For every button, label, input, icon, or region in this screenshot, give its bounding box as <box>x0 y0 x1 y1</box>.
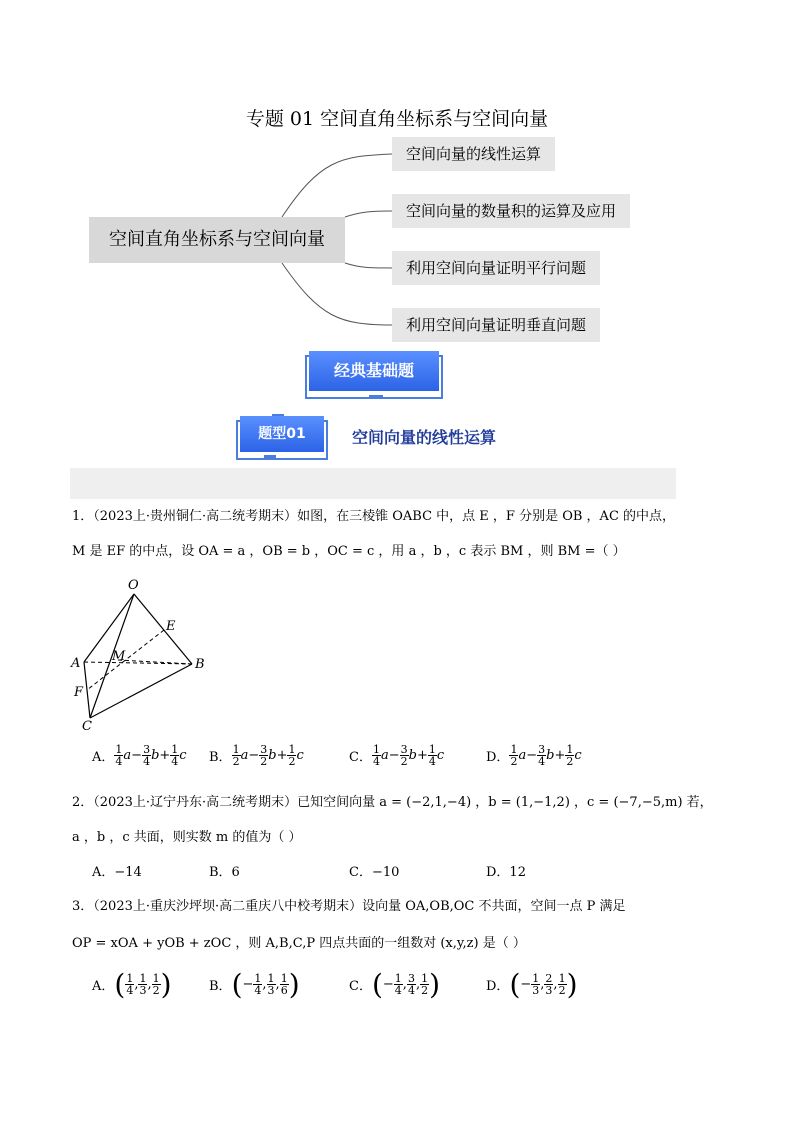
frac: $\frac{1}{3}$ <box>532 972 540 997</box>
q3-line1: 3．（2023上·重庆沙坪坝·高二重庆八中校考期末）设向量 OA,OB,OC 不共面，空间一点 P 满足 <box>72 899 626 914</box>
q1-options <box>92 744 692 776</box>
type-title: 空间向量的线性运算 <box>352 428 497 447</box>
frac: $\frac{1}{3}$ <box>139 972 147 997</box>
frac: $\frac{1}{2}$ <box>152 972 160 997</box>
section-badge <box>305 351 443 399</box>
label-e: E <box>166 619 176 634</box>
frac: $\frac{2}{3}$ <box>545 972 553 997</box>
frac: $\frac{1}{4}$ <box>254 972 262 997</box>
type-badge <box>236 414 328 458</box>
q2-option-b: B．6 <box>209 865 240 880</box>
q3-option-d: D．(− $\frac{1}{3}$ , $\frac{2}{3}$ , $\frac{1}{2}$ ) <box>486 968 578 1001</box>
frac: $\frac{3}{4}$ <box>538 743 546 768</box>
frac: $\frac{3}{2}$ <box>260 743 268 768</box>
q2-option-c: C．−10 <box>349 865 400 880</box>
q1-option-c: C． $\frac{1}{4}$ a− $\frac{3}{2}$ b+ $\frac{1}{4}$ c <box>349 743 445 768</box>
q1-option-a: A． $\frac{1}{4}$ a− $\frac{3}{4}$ b+ $\frac{1}{4}$ c <box>92 743 187 768</box>
mindmap-center: 空间直角坐标系与空间向量 <box>89 217 345 263</box>
q2-line2: a ，b ，c 共面，则实数 m 的值为（ ） <box>72 830 302 845</box>
q2-option-a: A．−14 <box>92 865 142 880</box>
q1-line2: M 是 EF 的中点，设 OA = a ，OB = b ，OC = c ，用 a ，b ，c 表示 BM ，则 BM =（ ） <box>72 544 626 559</box>
frac: $\frac{1}{2}$ <box>232 743 240 768</box>
frac: $\frac{3}{4}$ <box>143 743 151 768</box>
frac: $\frac{1}{4}$ <box>126 972 134 997</box>
mindmap-connectors <box>0 0 794 360</box>
mindmap-branch-2: 空间向量的数量积的运算及应用 <box>392 194 630 228</box>
q3-option-a: A．( $\frac{1}{4}$ , $\frac{1}{3}$ , $\frac{1}{2}$ ) <box>92 968 172 1001</box>
frac: $\frac{3}{4}$ <box>407 972 415 997</box>
frac: $\frac{1}{4}$ <box>394 972 402 997</box>
frac: $\frac{1}{4}$ <box>171 743 179 768</box>
q1-option-b: B． $\frac{1}{2}$ a− $\frac{3}{2}$ b+ $\frac{1}{2}$ c <box>209 743 304 768</box>
divider-bar <box>70 468 676 499</box>
q3-line2: OP = xOA + yOB + zOC ，则 A,B,C,P 四点共面的一组数对 (x,y,z) 是（ ） <box>72 936 526 951</box>
q2-option-d: D．12 <box>486 865 526 880</box>
frac: $\frac{1}{4}$ <box>115 743 123 768</box>
label-m: M <box>112 649 126 664</box>
frac: $\frac{1}{2}$ <box>421 972 429 997</box>
page-title: 专题 01 空间直角坐标系与空间向量 <box>245 108 549 130</box>
frac: $\frac{1}{4}$ <box>372 743 380 768</box>
frac: $\frac{1}{2}$ <box>558 972 566 997</box>
label-c: C <box>82 719 92 734</box>
frac: $\frac{1}{2}$ <box>288 743 296 768</box>
q2-line1: 2．（2023上·辽宁丹东·高二统考期末）已知空间向量 a = (−2,1,−4) ，b = (1,−1,2) ，c = (−7,−5,m) 若， <box>72 795 713 810</box>
label-b: B <box>195 657 205 672</box>
label-o: O <box>128 578 139 593</box>
section-badge-label: 经典基础题 <box>309 351 439 391</box>
frac: $\frac{1}{4}$ <box>428 743 436 768</box>
frac: $\frac{1}{2}$ <box>566 743 574 768</box>
mindmap-branch-4: 利用空间向量证明垂直问题 <box>392 308 600 342</box>
frac: $\frac{1}{3}$ <box>267 972 275 997</box>
label-a: A <box>71 656 81 671</box>
q3-options <box>92 968 692 1008</box>
frac: $\frac{1}{2}$ <box>510 743 518 768</box>
q1-line1: 1．（2023上·贵州铜仁·高二统考期末）如图，在三棱锥 OABC 中，点 E ，F 分别是 OB ，AC 的中点， <box>72 509 676 524</box>
q3-option-b: B．(− $\frac{1}{4}$ , $\frac{1}{3}$ , $\frac{1}{6}$ ) <box>209 968 300 1001</box>
tetrahedron-figure <box>68 572 218 737</box>
mindmap-branch-1: 空间向量的线性运算 <box>392 137 555 171</box>
frac: $\frac{3}{2}$ <box>400 743 408 768</box>
q1-option-d: D． $\frac{1}{2}$ a− $\frac{3}{4}$ b+ $\frac{1}{2}$ c <box>486 743 582 768</box>
label-f: F <box>74 685 84 700</box>
mindmap-branch-3: 利用空间向量证明平行问题 <box>392 251 600 285</box>
type-badge-label: 题型01 <box>240 416 324 452</box>
q3-option-c: C．(− $\frac{1}{4}$ , $\frac{3}{4}$ , $\frac{1}{2}$ ) <box>349 968 441 1001</box>
frac: $\frac{1}{6}$ <box>280 972 288 997</box>
